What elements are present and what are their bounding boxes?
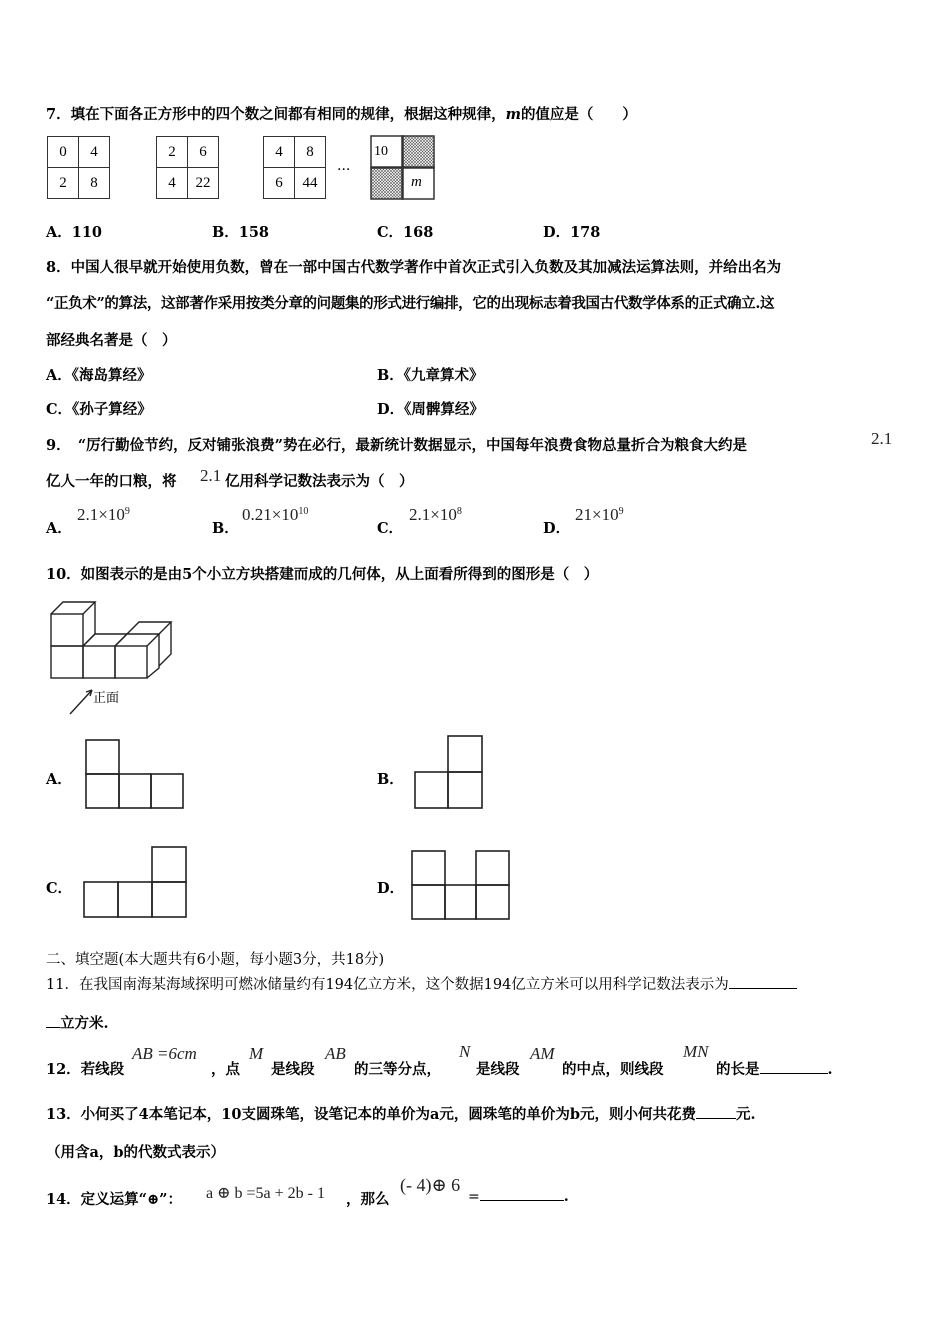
q8-line2: “正负术”的算法，这部著作采用按类分章的问题集的形式进行编排，它的出现标志着我国古代数学体系的正式确立.这 <box>46 295 775 312</box>
q12-math: M <box>249 1044 264 1063</box>
q7-cell: 8 <box>78 167 110 199</box>
q12-text: ，点 <box>211 1061 240 1078</box>
q12-text: 是线段 <box>271 1061 315 1078</box>
option-label: D． <box>377 880 405 897</box>
answer-blank[interactable] <box>480 1200 564 1201</box>
q7-cell: m <box>411 174 422 190</box>
q7-cell: 2 <box>47 167 79 199</box>
q12-text: 是线段 <box>476 1061 520 1078</box>
q7-option-b[interactable]: B．158 <box>212 224 270 241</box>
answer-blank[interactable] <box>46 1027 60 1028</box>
q8-line1: 8．中国人很早就开始使用负数，曾在一部中国古代数学著作中首次正式引入负数及其加减法运算法则，并给出名为 <box>46 259 782 276</box>
option-math: $2.1\times 10^8$ <box>409 505 462 524</box>
q14-answer: = . <box>468 1188 569 1205</box>
option-label: D． <box>543 520 571 537</box>
answer-blank[interactable] <box>729 988 797 989</box>
option-math: $0.21\times 10^{10}$ <box>242 505 309 524</box>
q14-definition: a ⊕ b =5a + 2b - 1 <box>206 1185 325 1202</box>
option-label: A． <box>46 771 72 788</box>
q12-math: MN <box>683 1042 709 1061</box>
q12-math: AB =6cm <box>132 1044 197 1063</box>
q8-option-b[interactable]: B．《九章算术》 <box>377 367 484 384</box>
q9-num: 2.1 <box>871 429 893 448</box>
q12-text: 12．若线段 <box>46 1061 125 1078</box>
q9-line1: 9． “厉行勤俭节约，反对铺张浪费”势在必行，最新统计数据显示，中国每年浪费食物总量折合为粮食大约是 <box>46 437 748 454</box>
q12-text: 的长是 . <box>716 1061 833 1078</box>
answer-blank[interactable] <box>696 1118 736 1119</box>
option-label: C． <box>377 520 404 537</box>
option-math: $2.1\times 10^9$ <box>77 505 130 524</box>
q7-ellipsis: ··· <box>337 162 351 178</box>
q10-stem: 10．如图表示的是由5个小立方块搭建而成的几何体，从上面看所得到的图形是（ ） <box>46 566 599 583</box>
q9-line2a: 亿人一年的口粮，将 <box>46 473 177 490</box>
q7-cell: 4 <box>156 167 188 199</box>
q12-text: 的三等分点， <box>354 1061 441 1078</box>
q12-math: N <box>459 1042 471 1061</box>
q8-option-c[interactable]: C．《孙子算经》 <box>46 401 152 418</box>
q9-line2b: 亿用科学记数法表示为（ ） <box>225 473 414 490</box>
q14-text: 14．定义运算“⊕”： <box>46 1191 183 1208</box>
option-label: A． <box>46 520 72 537</box>
q13-line1: 13．小何买了4本笔记本，10支圆珠笔，设笔记本的单价为a元，圆珠笔的单价为b元，则小何共花费 元. <box>46 1106 756 1123</box>
q7-cell: 4 <box>78 136 110 168</box>
q9-num-inline: 2.1 <box>200 466 222 485</box>
q14-text: ，那么 <box>346 1191 390 1208</box>
q7-cell: 22 <box>187 167 219 199</box>
q7-cell: 4 <box>263 136 295 168</box>
q7-option-a[interactable]: A．110 <box>46 224 103 241</box>
q7-cell: 8 <box>294 136 326 168</box>
q10-front-label: 正面 <box>93 691 120 706</box>
q7-cell: 6 <box>187 136 219 168</box>
q11-line1: 11．在我国南海某海域探明可燃冰储量约有194亿立方米，这个数据194亿立方米可以用科学记数法表示为 <box>46 973 797 994</box>
q8-line3: 部经典名著是（ ） <box>46 332 177 349</box>
q8-option-a[interactable]: A．《海岛算经》 <box>46 367 152 384</box>
q7-option-c[interactable]: C．168 <box>377 224 434 241</box>
option-label: B． <box>212 520 239 537</box>
q10-option-b-figure <box>413 734 488 812</box>
q11-line2: 立方米. <box>46 1012 109 1033</box>
option-label: C． <box>46 880 73 897</box>
option-label: B． <box>377 771 404 788</box>
option-math: $21\times 10^9$ <box>575 505 624 524</box>
q12-math: AM <box>530 1044 555 1063</box>
q7-cell: 44 <box>294 167 326 199</box>
q7-option-d[interactable]: D．178 <box>543 224 601 241</box>
q12-math: AB <box>325 1044 346 1063</box>
q7-cell: 2 <box>156 136 188 168</box>
q7-stem: 7．填在下面各正方形中的四个数之间都有相同的规律，根据这种规律，m的值应是（ ） <box>46 106 637 123</box>
q13-line2: （用含a，b的代数式表示） <box>46 1144 226 1161</box>
q8-option-d[interactable]: D．《周髀算经》 <box>377 401 484 418</box>
answer-blank[interactable] <box>760 1073 828 1074</box>
q14-expression: (- 4)⊕ 6 <box>400 1175 461 1195</box>
q12-text: 的中点，则线段 <box>562 1061 664 1078</box>
section-2-heading: 二、填空题(本大题共有6小题，每小题3分，共18分) <box>46 952 385 968</box>
q10-option-d-figure <box>410 849 515 924</box>
q10-option-c-figure <box>82 845 192 920</box>
q7-cell: 0 <box>47 136 79 168</box>
q10-option-a-figure <box>84 738 184 813</box>
q7-cell: 10 <box>374 144 388 159</box>
q7-cell: 6 <box>263 167 295 199</box>
